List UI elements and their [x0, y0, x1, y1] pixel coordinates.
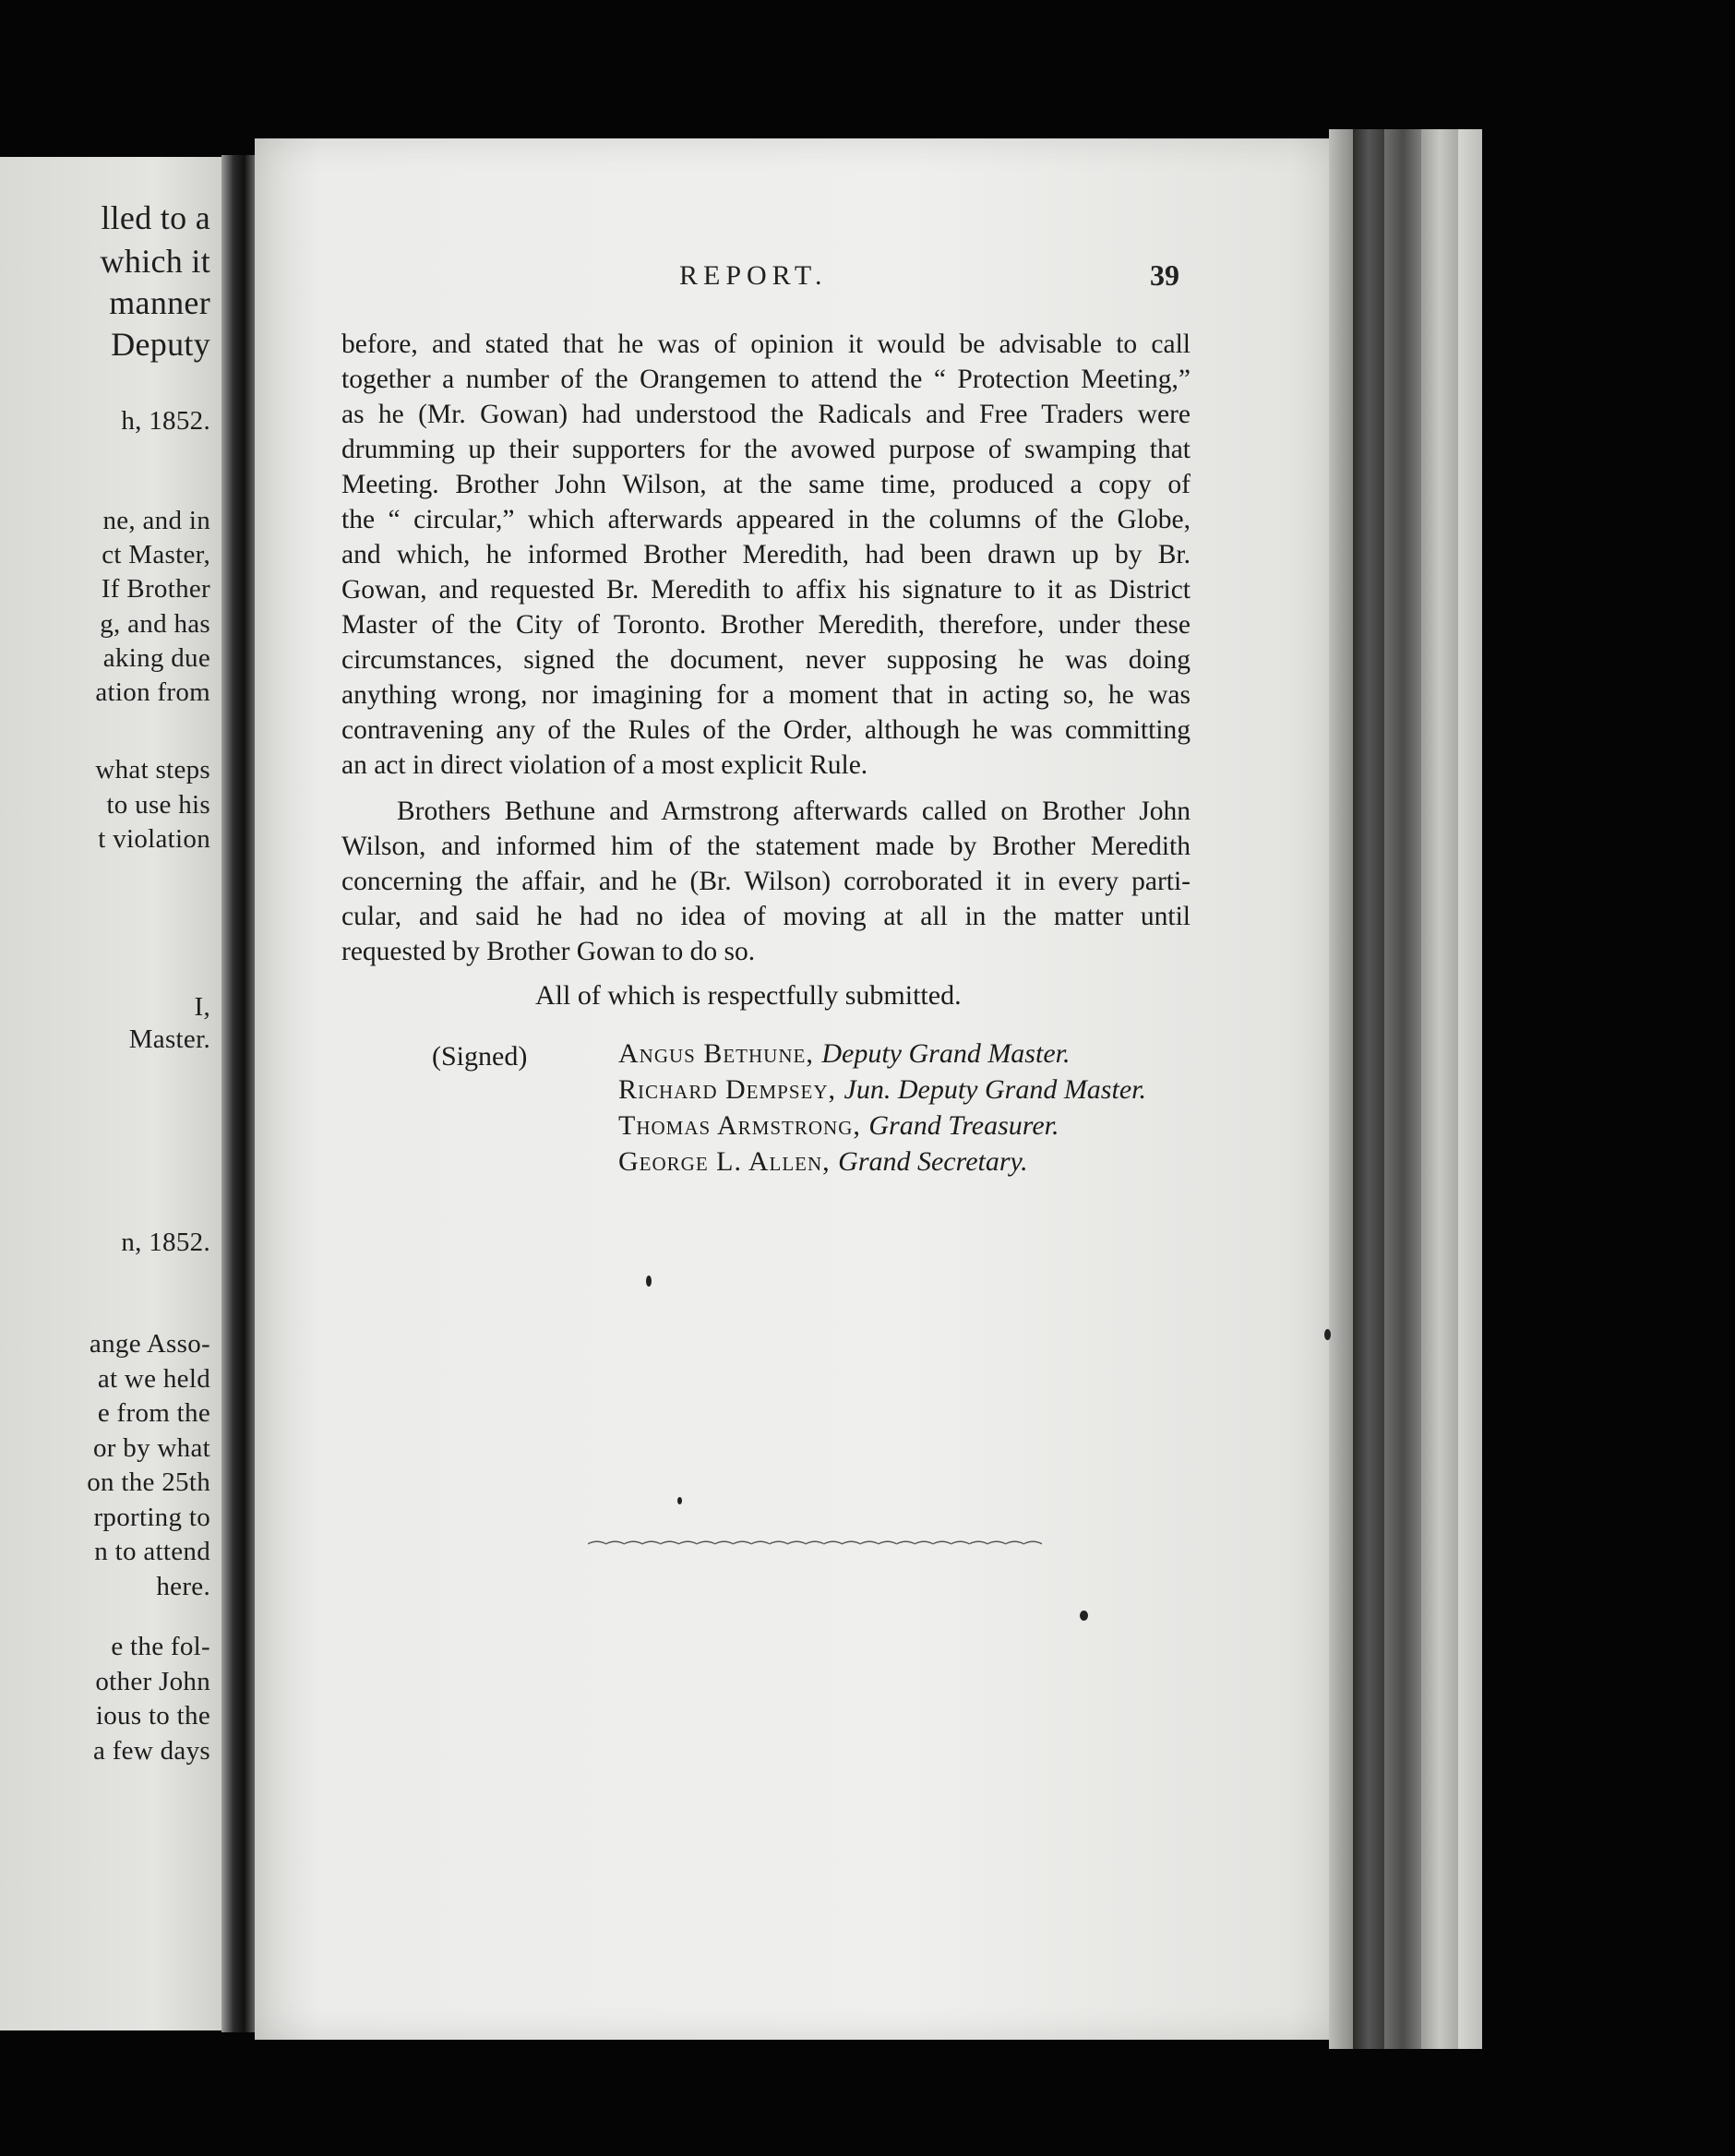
- text-line: requested by Brother Gowan to do so.: [341, 937, 756, 966]
- left-page-line: I,: [194, 992, 210, 1022]
- left-page-line: which it: [100, 243, 210, 280]
- signed-label: (Signed): [432, 1041, 528, 1072]
- left-page-line: t violation: [98, 824, 210, 854]
- running-head: REPORT.: [679, 260, 828, 291]
- left-page-line: here.: [156, 1572, 210, 1601]
- signatory-title: Grand Secretary.: [838, 1146, 1028, 1177]
- text-line: together a number of the Orangemen to attend the “ Protection Meeting,”: [341, 365, 1191, 394]
- left-page-line: manner: [109, 284, 210, 321]
- signatory: [618, 1038, 1070, 1070]
- left-page-line: aking due: [102, 643, 210, 673]
- text-line: anything wrong, nor imagining for a moment that in acting so, he was: [341, 680, 1191, 710]
- text-line: Master of the City of Toronto. Brother Meredith, therefore, under these: [341, 610, 1191, 640]
- left-page-line: Deputy: [111, 326, 210, 363]
- left-page-line: ange Asso-: [89, 1329, 210, 1359]
- left-page-line: or by what: [92, 1433, 210, 1463]
- text-line: Wilson, and informed him of the statement made by Brother Meredith: [341, 832, 1191, 861]
- signatory-title: Grand Treasurer.: [868, 1110, 1059, 1141]
- text-line: cular, and said he had no idea of moving at all in the matter until: [341, 902, 1191, 931]
- page-number: 39: [1150, 258, 1179, 292]
- signatory-title: Deputy Grand Master.: [821, 1038, 1071, 1069]
- left-page-line: n to attend: [94, 1537, 210, 1566]
- paragraph-1: [341, 327, 1191, 783]
- ornament-rule: ⁀⁀⁀⁀⁀⁀⁀⁀⁀⁀⁀⁀⁀⁀⁀⁀⁀⁀⁀⁀⁀⁀⁀⁀⁀: [589, 1541, 1044, 1564]
- signatory-name: Richard Dempsey,: [618, 1074, 844, 1105]
- left-page-line: to use his: [106, 790, 210, 820]
- text-line: concerning the affair, and he (Br. Wilson) corroborated it in every parti-: [341, 867, 1191, 896]
- left-page-line: rporting to: [93, 1503, 210, 1532]
- page-edges: [1329, 129, 1523, 2049]
- signatory-name: Angus Bethune,: [618, 1038, 822, 1069]
- left-page-line: ious to the: [95, 1701, 210, 1731]
- paragraph-2: [341, 794, 1191, 969]
- book-gutter: [221, 155, 257, 2032]
- left-page-line: what steps: [95, 755, 210, 785]
- left-page-line: e from the: [97, 1398, 210, 1428]
- text-line: circumstances, signed the document, never supposing he was doing: [341, 645, 1191, 675]
- left-page-line: ne, and in: [102, 506, 210, 535]
- text-line: the “ circular,” which afterwards appeared in the columns of the Globe,: [341, 505, 1191, 534]
- left-page-line: ation from: [95, 677, 210, 707]
- signatory: [618, 1074, 1146, 1106]
- left-page-line: on the 25th: [87, 1467, 210, 1497]
- signatory-name: Thomas Armstrong,: [618, 1110, 869, 1141]
- closing-line: All of which is respectfully submitted.: [535, 980, 962, 1011]
- text-line: Gowan, and requested Br. Meredith to affix his signature to it as District: [341, 575, 1191, 605]
- left-page-line: a few days: [92, 1736, 210, 1766]
- text-line: contravening any of the Rules of the Order, although he was committing: [341, 715, 1191, 745]
- text-line: Meeting. Brother John Wilson, at the same time, produced a copy of: [341, 470, 1191, 499]
- previous-page: [0, 157, 221, 2030]
- left-page-line: g, and has: [100, 609, 210, 639]
- text-line: and which, he informed Brother Meredith, had been drawn up by Br.: [341, 540, 1191, 569]
- left-page-line: other John: [95, 1667, 210, 1696]
- left-page-line: h, 1852.: [121, 406, 210, 436]
- ink-speck: [677, 1497, 682, 1504]
- text-line: as he (Mr. Gowan) had understood the Radicals and Free Traders were: [341, 400, 1191, 429]
- left-page-line: n, 1852.: [121, 1228, 210, 1257]
- left-page-line: Master.: [128, 1024, 210, 1054]
- ink-speck: [1324, 1329, 1331, 1340]
- left-page-line: at we held: [97, 1364, 210, 1394]
- text-line: Brothers Bethune and Armstrong afterwards called on Brother John: [397, 797, 1191, 826]
- text-line: drumming up their supporters for the avowed purpose of swamping that: [341, 435, 1191, 464]
- signatory-name: George L. Allen,: [618, 1146, 839, 1177]
- left-page-line: e the fol-: [111, 1632, 210, 1661]
- signatory: [618, 1146, 1028, 1178]
- text-line: before, and stated that he was of opinion it would be advisable to call: [341, 329, 1191, 359]
- left-page-line: lled to a: [101, 199, 210, 236]
- left-page-line: If Brother: [101, 574, 210, 604]
- text-line: an act in direct violation of a most explicit Rule.: [341, 750, 868, 780]
- signatory-title: Jun. Deputy Grand Master.: [844, 1074, 1146, 1105]
- ink-speck: [646, 1276, 652, 1287]
- left-page-line: ct Master,: [102, 540, 210, 569]
- signatory: [618, 1110, 1059, 1142]
- ink-speck: [1080, 1611, 1088, 1621]
